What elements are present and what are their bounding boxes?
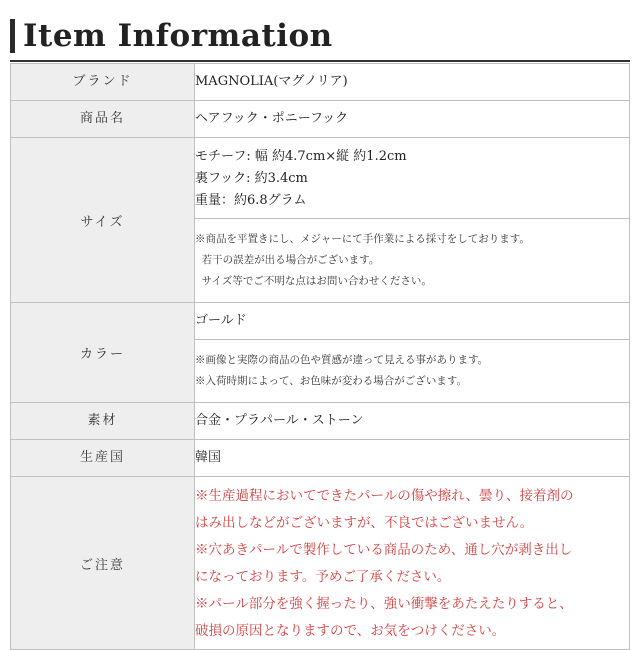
product-name-label: 商品名	[11, 101, 195, 138]
color-notes	[195, 340, 630, 403]
caution-line: はみ出しなどがございますが、不良ではございません。	[195, 515, 534, 531]
size-note: ※商品を平置きにし、メジャーにて手作業による採寸をしております。	[195, 233, 530, 245]
header-divider	[10, 60, 630, 62]
caution-line: ※パール部分を強く握ったり、強い衝撃をあたえたりすると、	[195, 596, 573, 612]
brand-value: MAGNOLIA(マグノリア)	[195, 64, 630, 101]
caution-text	[195, 477, 630, 650]
table-row-brand	[11, 64, 630, 101]
header-accent-bar	[10, 19, 15, 53]
origin-value: 韓国	[195, 440, 630, 477]
size-note: 若干の誤差が出る場合がございます。	[195, 254, 380, 266]
color-value: ゴールド	[195, 303, 630, 340]
table-row-color	[11, 303, 630, 340]
item-info-table	[10, 63, 630, 650]
table-row-material	[11, 403, 630, 440]
table-row-product-name	[11, 101, 630, 138]
caution-label: ご注意	[11, 477, 195, 650]
caution-line: ※穴あきパールで製作している商品のため、通し穴が剥き出し	[195, 542, 573, 558]
table-row-size	[11, 138, 630, 219]
section-header	[10, 14, 630, 58]
size-hook: 裏フック: 約3.4cm	[195, 171, 308, 186]
material-value: 合金・プラパール・ストーン	[195, 403, 630, 440]
table-row-caution	[11, 477, 630, 650]
size-values	[195, 138, 630, 219]
size-weight: 重量：約6.8グラム	[195, 193, 307, 208]
caution-line: 破損の原因となりますので、お気をつけください。	[195, 623, 506, 639]
size-label: サイズ	[11, 138, 195, 303]
page-title: Item Information	[23, 18, 333, 54]
origin-label: 生産国	[11, 440, 195, 477]
color-note: ※画像と実際の商品の色や質感が違って見える事があります。	[195, 354, 489, 366]
size-note: サイズ等でご不明な点はお問い合わせください。	[195, 275, 432, 287]
size-motif: モチーフ: 幅 約4.7cm×縦 約1.2cm	[195, 149, 407, 164]
color-label: カラー	[11, 303, 195, 403]
product-name-value: ヘアフック・ポニーフック	[195, 101, 630, 138]
table-row-origin	[11, 440, 630, 477]
color-note: ※入荷時期によって、お色味が変わる場合がございます。	[195, 375, 467, 387]
size-notes	[195, 219, 630, 303]
brand-label: ブランド	[11, 64, 195, 101]
caution-line: ※生産過程においてできたパールの傷や擦れ、曇り、接着剤の	[195, 488, 574, 504]
caution-line: になっております。予めご了承ください。	[195, 569, 451, 585]
material-label: 素材	[11, 403, 195, 440]
